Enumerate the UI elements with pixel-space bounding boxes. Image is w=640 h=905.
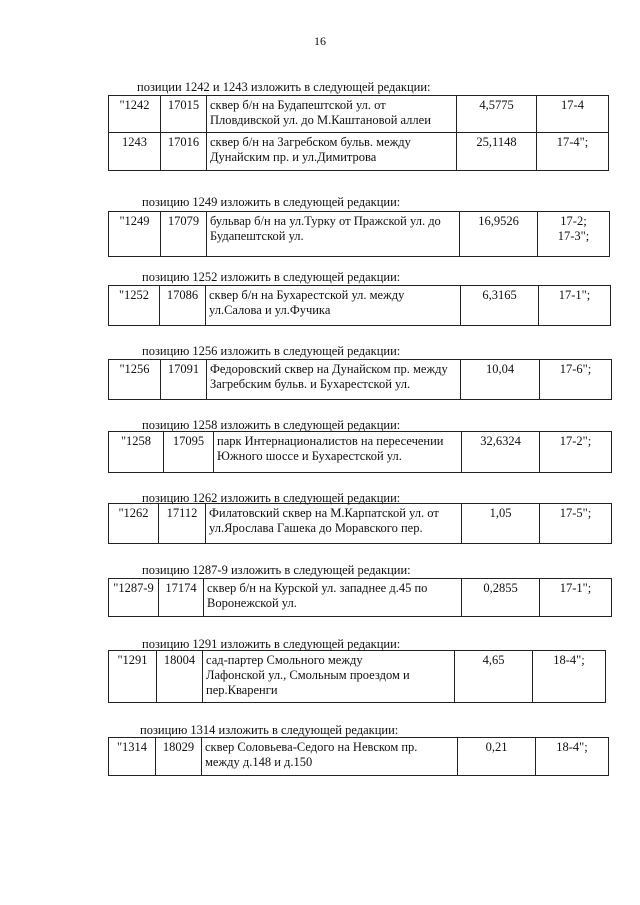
description-line: парк Интернационалистов на пересечении: [217, 434, 444, 448]
zone-line: 17-6";: [559, 362, 592, 376]
amendment-table: [108, 737, 609, 776]
object-description: [206, 504, 462, 544]
description-line: сквер б/н на Загребском бульв. между: [210, 135, 411, 149]
area-value: 0,2855: [462, 579, 540, 617]
description-line: сквер б/н на Будапештской ул. от: [210, 98, 386, 112]
zone-code: [539, 286, 611, 326]
description-line: Южного шоссе и Бухарестской ул.: [217, 449, 402, 463]
area-value: 16,9526: [460, 212, 538, 257]
position-number: 1243: [109, 133, 161, 171]
object-code: 17091: [161, 360, 207, 400]
description-line: сад-партер Смольного между: [206, 653, 363, 667]
position-number: "1287-9: [109, 579, 159, 617]
section-heading: позицию 1249 изложить в следующей редакции:: [142, 195, 401, 209]
table-row: [109, 504, 612, 544]
description-line: Филатовский сквер на М.Карпатской ул. от: [209, 506, 439, 520]
description-line: между д.148 и д.150: [205, 755, 313, 769]
zone-line: 17-4";: [556, 135, 589, 149]
area-value: 0,21: [458, 738, 536, 776]
table-row: [109, 96, 609, 133]
position-number: "1258: [109, 432, 164, 473]
object-code: 17174: [159, 579, 204, 617]
section-heading: позицию 1256 изложить в следующей редакции:: [142, 344, 401, 358]
object-description: [207, 212, 460, 257]
table-row: [109, 212, 610, 257]
description-line: Пловдивской ул. до М.Каштановой аллеи: [210, 113, 431, 127]
object-code: 18004: [157, 651, 203, 703]
description-line: пер.Кваренги: [206, 683, 278, 697]
amendment-table: [108, 578, 612, 617]
zone-line: 17-3";: [557, 229, 590, 243]
object-description: [207, 96, 457, 133]
zone-code: [540, 360, 612, 400]
zone-code: [537, 133, 609, 171]
amendment-table: [108, 359, 612, 400]
table-row: [109, 286, 611, 326]
zone-line: 17-5";: [559, 506, 592, 520]
object-description: [214, 432, 462, 473]
table-row: [109, 360, 612, 400]
object-code: 17015: [161, 96, 207, 133]
object-code: 17112: [159, 504, 206, 544]
object-description: [207, 133, 457, 171]
area-value: 25,1148: [457, 133, 537, 171]
area-value: 6,3165: [461, 286, 539, 326]
amendment-table: [108, 503, 612, 544]
zone-line: 18-4";: [556, 740, 588, 754]
table-row: [109, 579, 612, 617]
zone-code: [540, 579, 612, 617]
amendment-table: [108, 211, 610, 257]
section-heading: позиции 1242 и 1243 изложить в следующей редакции:: [137, 80, 431, 94]
position-number: "1252: [109, 286, 160, 326]
zone-code: [533, 651, 606, 703]
table-row: [109, 651, 606, 703]
amendment-table: [108, 95, 609, 171]
amendment-table: [108, 285, 611, 326]
zone-line: 17-2";: [559, 434, 592, 448]
object-description: [204, 579, 462, 617]
description-line: бульвар б/н на ул.Турку от Пражской ул. до: [210, 214, 441, 228]
object-code: 17079: [161, 212, 207, 257]
zone-code: [536, 738, 609, 776]
description-line: Лафонской ул., Смольным проездом и: [206, 668, 410, 682]
section-heading: позицию 1258 изложить в следующей редакции:: [142, 418, 401, 432]
zone-line: 17-4: [561, 98, 584, 112]
position-number: "1314: [109, 738, 156, 776]
section-heading: позицию 1287-9 изложить в следующей редакции:: [142, 563, 411, 577]
description-line: сквер Соловьева-Седого на Невском пр.: [205, 740, 418, 754]
position-number: "1249: [109, 212, 161, 257]
table-row: [109, 432, 612, 473]
description-line: сквер б/н на Бухарестской ул. между: [209, 288, 405, 302]
table-row: [109, 133, 609, 171]
page-number: 16: [314, 34, 326, 48]
amendment-table: [108, 650, 606, 703]
zone-line: 17-2;: [560, 214, 587, 228]
object-code: 17086: [160, 286, 206, 326]
zone-line: 17-1";: [559, 581, 592, 595]
zone-code: [538, 212, 610, 257]
area-value: 10,04: [461, 360, 540, 400]
object-description: [203, 651, 455, 703]
amendment-table: [108, 431, 612, 473]
section-heading: позицию 1262 изложить в следующей редакции:: [142, 491, 401, 505]
description-line: Загребским бульв. и Бухарестской ул.: [210, 377, 411, 391]
object-code: 17095: [164, 432, 214, 473]
section-heading: позицию 1252 изложить в следующей редакции:: [142, 270, 401, 284]
zone-line: 18-4";: [553, 653, 585, 667]
description-line: Федоровский сквер на Дунайском пр. между: [210, 362, 448, 376]
description-line: сквер б/н на Курской ул. западнее д.45 по: [207, 581, 428, 595]
section-heading: позицию 1291 изложить в следующей редакции:: [142, 637, 401, 651]
description-line: ул.Салова и ул.Фучика: [209, 303, 331, 317]
area-value: 32,6324: [462, 432, 540, 473]
object-description: [202, 738, 458, 776]
zone-code: [537, 96, 609, 133]
description-line: Воронежской ул.: [207, 596, 297, 610]
area-value: 4,5775: [457, 96, 537, 133]
description-line: Дунайским пр. и ул.Димитрова: [210, 150, 377, 164]
description-line: Будапештской ул.: [210, 229, 304, 243]
object-description: [206, 286, 461, 326]
section-heading: позицию 1314 изложить в следующей редакции:: [140, 723, 399, 737]
object-code: 17016: [161, 133, 207, 171]
position-number: "1242: [109, 96, 161, 133]
zone-code: [540, 504, 612, 544]
zone-code: [540, 432, 612, 473]
area-value: 1,05: [462, 504, 540, 544]
position-number: "1262: [109, 504, 159, 544]
zone-line: 17-1";: [558, 288, 591, 302]
position-number: "1256: [109, 360, 161, 400]
description-line: ул.Ярослава Гашека до Моравского пер.: [209, 521, 423, 535]
object-description: [207, 360, 461, 400]
table-row: [109, 738, 609, 776]
object-code: 18029: [156, 738, 202, 776]
area-value: 4,65: [455, 651, 533, 703]
position-number: "1291: [109, 651, 157, 703]
